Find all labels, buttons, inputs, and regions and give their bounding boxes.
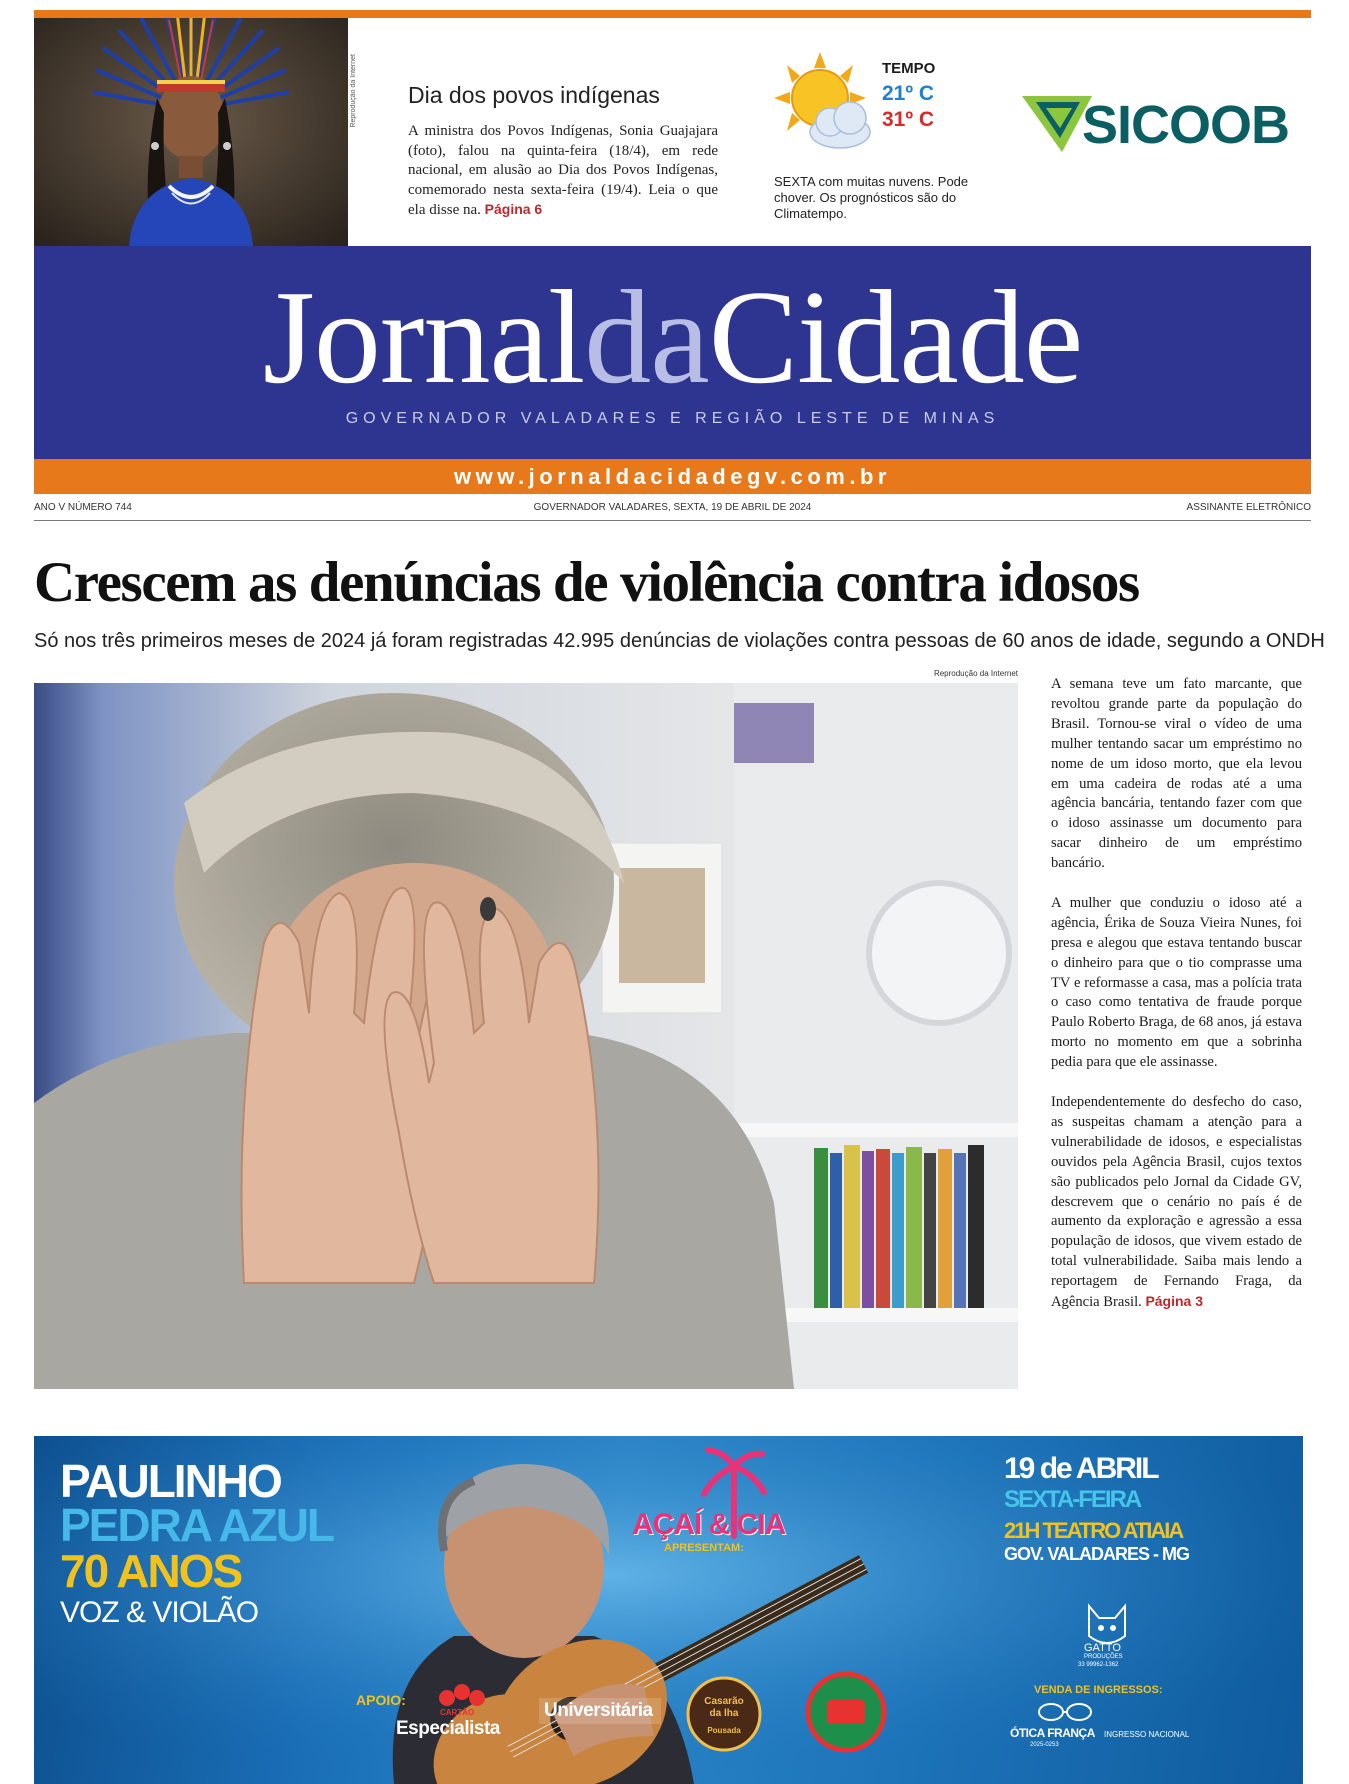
ad-tickets-label: VENDA DE INGRESSOS: xyxy=(1034,1684,1163,1696)
ad-support-2: Universitária xyxy=(544,1700,653,1721)
lead-photo[interactable] xyxy=(34,683,1018,1389)
dateline: GOVERNADOR VALADARES, SEXTA, 19 DE ABRIL DE 2024 xyxy=(533,502,812,513)
ad-show-type: VOZ & VIOLÃO xyxy=(60,1596,259,1629)
weather-forecast: SEXTA com muitas nuvens. Pode chover. Os prognósticos são do Climatempo. xyxy=(774,174,969,221)
lead-article xyxy=(1051,675,1302,1333)
ad-support-label: APOIO: xyxy=(356,1692,406,1708)
teaser-photo[interactable] xyxy=(34,18,348,246)
teaser-body-text: A ministra dos Povos Indígenas, Sonia Guajajara (foto), falou na quinta-feira (18/4), em rede nacional, em alusão ao Dia dos Povos Indígenas, comemorado nesta sexta-feira (19/4). Leia o que ela disse na. xyxy=(408,123,718,218)
ad-weekday: SEXTA-FEIRA xyxy=(1004,1486,1141,1513)
temp-min: 21º C xyxy=(882,82,935,105)
lead-headline[interactable]: Crescem as denúncias de violência contra idosos xyxy=(34,551,1139,614)
ad-city: GOV. VALADARES - MG xyxy=(1004,1544,1190,1564)
ad-date: 19 de ABRIL xyxy=(1004,1452,1158,1485)
portrait-illustration xyxy=(34,18,348,246)
lead-subhead: Só nos três primeiros meses de 2024 já foram registradas 42.995 denúncias de violações contra pessoas de 60 anos de idade, segundo a ONDH xyxy=(34,630,1325,652)
article-paragraph-text: Independentemente do desfecho do caso, as suspeitas chamam a atenção para a vulnerabilidade de idosos, e especialistas ouvidos pela Agência Brasil, cujos textos são publicados pelo Jornal da Cidade GV, descrevem que o cenário no país é de aumento da exploração e agressão a essa população de idosos, que vivem estado de total vulnerabilidade. Saiba mais lendo a reportagem de Fernando Fraga, da Agência Brasil. xyxy=(1051,1094,1302,1311)
ad-support-3-top: Casarão xyxy=(704,1696,744,1707)
ad-presenter: AÇAÍ & CIA xyxy=(632,1508,786,1541)
article-page-link[interactable]: Página 3 xyxy=(1145,1293,1204,1310)
woman-covering-face-illustration xyxy=(34,683,1018,1389)
meta-divider xyxy=(34,520,1311,521)
weather-label: TEMPO xyxy=(882,60,936,77)
article-paragraph: A mulher que conduziu o idoso até a agência, Érika de Souza Vieira Nunes, foi presa e alegou que estava tentando buscar o dinheiro para que o tio comprasse uma TV e reformasse a casa, mas a polícia trata o caso como tentativa de fraude porque Paulo Roberto Braga, de 68 anos, já estava morto no momento em que a sobrinha pedia para que ele assinasse. xyxy=(1051,894,1302,1071)
ad-producer-phone: 33 99962-1362 xyxy=(1078,1662,1119,1668)
sun-cloud-icon xyxy=(770,52,880,156)
site-url-link[interactable]: www.jornaldacidadegv.com.br xyxy=(454,464,891,489)
issue-number: ANO V NÚMERO 744 xyxy=(34,502,132,513)
teaser-page-link[interactable]: Página 6 xyxy=(484,201,543,217)
top-orange-rule xyxy=(34,10,1311,18)
ad-anniversary: 70 ANOS xyxy=(60,1545,242,1597)
teaser-headline[interactable]: Dia dos povos indígenas xyxy=(408,82,660,108)
ad-tickets-1-sub: 2025-0253 xyxy=(1030,1742,1059,1748)
ad-producer-sub: PRODUÇÕES xyxy=(1084,1654,1123,1660)
sponsor-logo[interactable]: SICOOB xyxy=(1082,95,1290,155)
teaser-photo-credit: Reprodução da Internet xyxy=(350,54,357,128)
ad-venue: 21H TEATRO ATIAIA xyxy=(1004,1518,1183,1543)
ad-support-3-bottom: Pousada xyxy=(707,1726,741,1735)
lead-photo-credit: Reprodução da Internet xyxy=(933,669,1018,678)
ad-support-1: Especialista xyxy=(396,1718,500,1739)
concert-ad-banner[interactable] xyxy=(34,1436,1303,1784)
masthead-subtitle: GOVERNADOR VALADARES E REGIÃO LESTE DE MINAS xyxy=(345,410,1000,427)
article-paragraph xyxy=(1051,1093,1302,1313)
masthead-title-da: da xyxy=(584,263,709,411)
ad-tickets-1: ÓTICA FRANÇA xyxy=(1010,1726,1095,1740)
ad-producer: GATTO xyxy=(1084,1642,1121,1654)
ad-support-3-mid: da lha xyxy=(709,1708,739,1719)
teaser-body xyxy=(408,122,718,221)
masthead-title-jornal: Jornal xyxy=(262,263,585,411)
edition-label: ASSINANTE ELETRÔNICO xyxy=(1186,502,1311,513)
ad-artist-last: PEDRA AZUL xyxy=(60,1499,334,1551)
temp-max: 31º C xyxy=(882,108,935,131)
masthead-title[interactable] xyxy=(34,262,1311,412)
article-paragraph: A semana teve um fato marcante, que revoltou grande parte da população do Brasil. Tornou-se viral o vídeo de uma mulher tentando sacar um empréstimo no nome de um idoso morto, que ela levou em uma cadeira de rodas até a uma agência bancária, tentando fazer com que o idoso assinasse um documento para sacar dinheiro de um empréstimo bancário. xyxy=(1051,676,1302,872)
ad-presenter-sub: APRESENTAM: xyxy=(664,1542,744,1554)
ad-artist-first: PAULINHO xyxy=(60,1455,281,1507)
masthead-title-cidade: Cidade xyxy=(708,263,1083,411)
ad-tickets-2: INGRESSO NACIONAL xyxy=(1104,1730,1190,1739)
ad-support-1-top: CARTÃO xyxy=(440,1708,475,1717)
